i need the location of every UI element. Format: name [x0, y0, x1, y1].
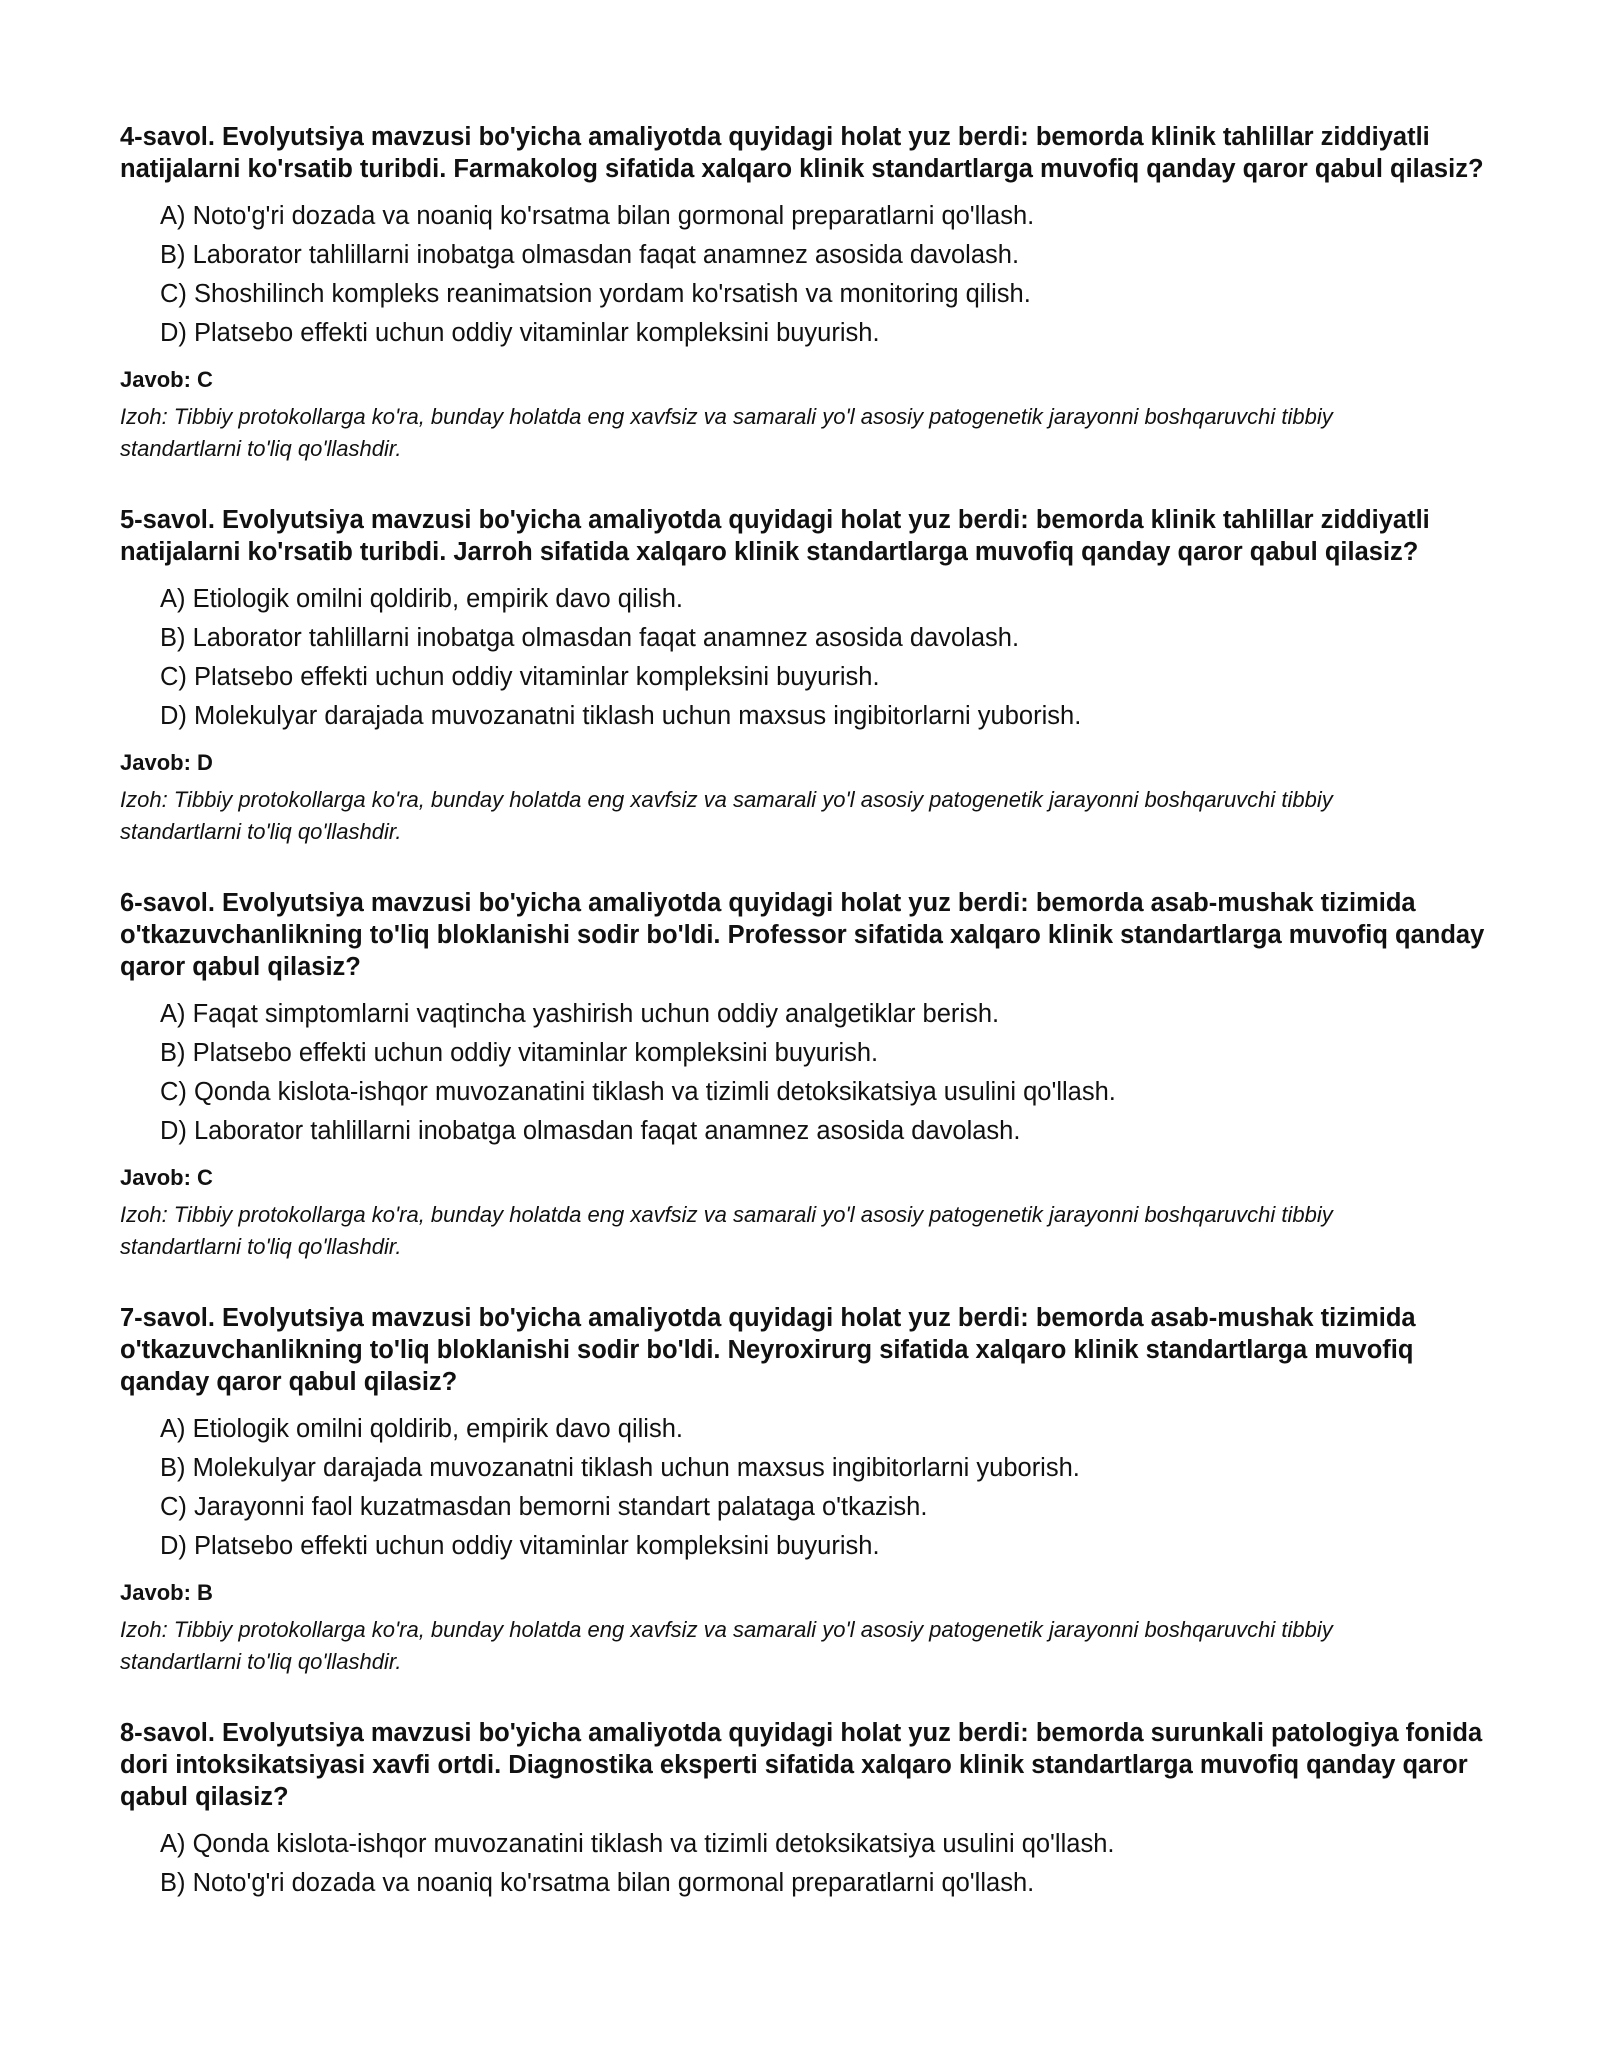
- question-block: [120, 121, 1484, 465]
- explanation-text: Izoh: Tibbiy protokollarga ko'ra, bunday holatda eng xavfsiz va samarali yo'l asosiy patogenetik jarayonni boshqaruvchi tibbiy standartlarni to'liq qo'llashdir.: [120, 1202, 1333, 1259]
- option-b: B) Laborator tahlillarni inobatga olmasdan faqat anamnez asosida davolash.: [160, 241, 1020, 269]
- answer-label: Javob: D: [120, 750, 213, 775]
- option-c: C) Qonda kislota-ishqor muvozanatini tiklash va tizimli detoksikatsiya usulini qo'llash.: [160, 1078, 1116, 1106]
- option-c: C) Platsebo effekti uchun oddiy vitaminlar kompleksini buyurish.: [160, 663, 880, 691]
- option-list: [120, 1410, 1480, 1566]
- option-a: A) Faqat simptomlarni vaqtincha yashirish uchun oddiy analgetiklar berish.: [160, 1000, 1000, 1028]
- question-title: 4-savol. Evolyutsiya mavzusi bo'yicha amaliyotda quyidagi holat yuz berdi: bemorda klinik tahlillar ziddiyatli natijalarni ko'rsatib turibdi. Farmakolog sifatida xalqaro klinik standartlarga muvofiq qanday qaror qabul qilasiz?: [120, 123, 1484, 183]
- option-list: [120, 995, 1480, 1151]
- option-a: A) Etiologik omilni qoldirib, empirik davo qilish.: [160, 585, 683, 613]
- question-block: [120, 1302, 1480, 1678]
- option-c: C) Jarayonni faol kuzatmasdan bemorni standart palataga o'tkazish.: [160, 1493, 928, 1521]
- question-title: 5-savol. Evolyutsiya mavzusi bo'yicha amaliyotda quyidagi holat yuz berdi: bemorda klinik tahlillar ziddiyatli natijalarni ko'rsatib turibdi. Jarroh sifatida xalqaro klinik standartlarga muvofiq qanday qaror qabul qilasiz?: [120, 506, 1430, 566]
- question-block: [120, 1717, 1483, 1903]
- option-b: B) Noto'g'ri dozada va noaniq ko'rsatma bilan gormonal preparatlarni qo'llash.: [160, 1869, 1035, 1897]
- option-a: A) Noto'g'ri dozada va noaniq ko'rsatma bilan gormonal preparatlarni qo'llash.: [160, 202, 1035, 230]
- option-d: D) Molekulyar darajada muvozanatni tiklash uchun maxsus ingibitorlarni yuborish.: [160, 702, 1082, 730]
- option-c: C) Shoshilinch kompleks reanimatsion yordam ko'rsatish va monitoring qilish.: [160, 280, 1031, 308]
- option-d: D) Laborator tahlillarni inobatga olmasdan faqat anamnez asosida davolash.: [160, 1117, 1021, 1145]
- explanation-text: Izoh: Tibbiy protokollarga ko'ra, bunday holatda eng xavfsiz va samarali yo'l asosiy patogenetik jarayonni boshqaruvchi tibbiy standartlarni to'liq qo'llashdir.: [120, 404, 1333, 461]
- question-block: [120, 887, 1485, 1263]
- answer-label: Javob: C: [120, 367, 213, 392]
- option-b: B) Molekulyar darajada muvozanatni tiklash uchun maxsus ingibitorlarni yuborish.: [160, 1454, 1080, 1482]
- option-list: [120, 1825, 1480, 1903]
- question-title: 6-savol. Evolyutsiya mavzusi bo'yicha amaliyotda quyidagi holat yuz berdi: bemorda asab-mushak tizimida o'tkazuvchanlikning to'liq bloklanishi sodir bo'ldi. Professor sifatida xalqaro klinik standartlarga muvofiq qanday qaror qabul qilasiz?: [120, 889, 1485, 981]
- option-d: D) Platsebo effekti uchun oddiy vitaminlar kompleksini buyurish.: [160, 1532, 880, 1560]
- option-list: [120, 197, 1480, 353]
- question-title: 8-savol. Evolyutsiya mavzusi bo'yicha amaliyotda quyidagi holat yuz berdi: bemorda surunkali patologiya fonida dori intoksikatsiyasi xavfi ortdi. Diagnostika eksperti sifatida xalqaro klinik standartlarga muvofiq qanday qaror qabul qilasiz?: [120, 1719, 1483, 1811]
- question-block: [120, 504, 1480, 848]
- answer-label: Javob: C: [120, 1165, 213, 1190]
- explanation-text: Izoh: Tibbiy protokollarga ko'ra, bunday holatda eng xavfsiz va samarali yo'l asosiy patogenetik jarayonni boshqaruvchi tibbiy standartlarni to'liq qo'llashdir.: [120, 787, 1333, 844]
- option-list: [120, 580, 1480, 736]
- option-b: B) Platsebo effekti uchun oddiy vitaminlar kompleksini buyurish.: [160, 1039, 879, 1067]
- option-a: A) Qonda kislota-ishqor muvozanatini tiklash va tizimli detoksikatsiya usulini qo'llash.: [160, 1830, 1115, 1858]
- question-title: 7-savol. Evolyutsiya mavzusi bo'yicha amaliyotda quyidagi holat yuz berdi: bemorda asab-mushak tizimida o'tkazuvchanlikning to'liq bloklanishi sodir bo'ldi. Neyroxirurg sifatida xalqaro klinik standartlarga muvofiq qanday qaror qabul qilasiz?: [120, 1304, 1416, 1396]
- explanation-text: Izoh: Tibbiy protokollarga ko'ra, bunday holatda eng xavfsiz va samarali yo'l asosiy patogenetik jarayonni boshqaruvchi tibbiy standartlarni to'liq qo'llashdir.: [120, 1617, 1333, 1674]
- option-b: B) Laborator tahlillarni inobatga olmasdan faqat anamnez asosida davolash.: [160, 624, 1020, 652]
- option-a: A) Etiologik omilni qoldirib, empirik davo qilish.: [160, 1415, 683, 1443]
- option-d: D) Platsebo effekti uchun oddiy vitaminlar kompleksini buyurish.: [160, 319, 880, 347]
- answer-label: Javob: B: [120, 1580, 213, 1605]
